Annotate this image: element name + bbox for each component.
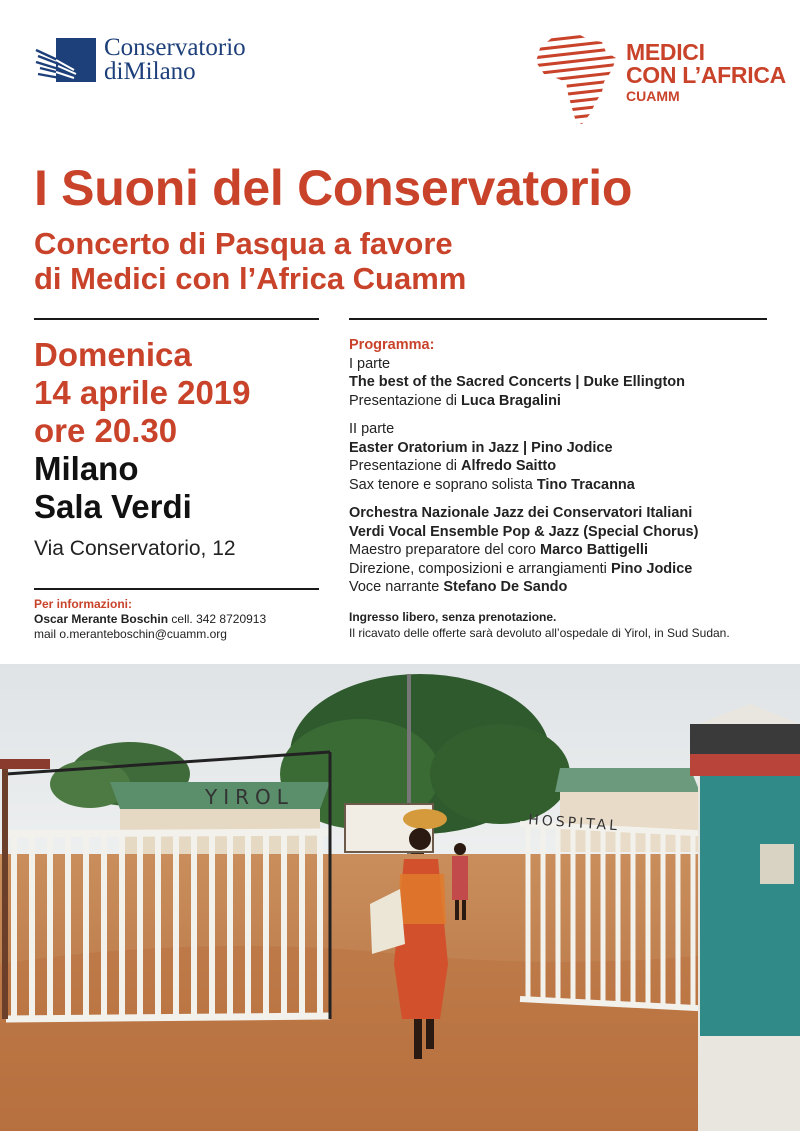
orchestra-name: Orchestra Nazionale Jazz dei Conservatori Italiani — [349, 505, 693, 521]
part2-pres-name: Alfredo Saitto — [461, 458, 557, 474]
event-day: Domenica — [34, 336, 192, 373]
africa-map-icon — [532, 30, 622, 128]
contact-phone: cell. 342 8720913 — [171, 612, 267, 626]
ingresso-note: Ingresso libero, senza prenotazione. — [349, 609, 557, 624]
photo-illustration — [0, 664, 800, 1131]
event-details — [34, 336, 334, 562]
ricavato-note: Il ricavato delle offerte sarà devoluto all’ospedale di Yirol, in Sud Sudan. — [349, 625, 730, 640]
divider-left-bottom — [34, 588, 319, 590]
part2-label: II parte — [349, 421, 395, 437]
subtitle-line-2: di Medici con l’Africa Cuamm — [34, 261, 467, 296]
direzione-name: Pino Jodice — [610, 560, 693, 577]
part1-work: The best of the Sacred Concerts | Duke Ellington — [349, 374, 685, 390]
contact-info — [34, 597, 324, 642]
voce-name: Stefano De Sando — [443, 579, 568, 595]
programme-heading: Programma: — [349, 337, 435, 353]
event-date: 14 aprile 2019 — [34, 374, 251, 411]
voce-label: Voce narrante — [349, 579, 444, 595]
conservatorio-mark-icon — [34, 36, 98, 84]
divider-left-top — [34, 318, 319, 320]
gate-sign-hospital: HOSPITAL — [527, 812, 621, 835]
page-title: I Suoni del Conservatorio — [34, 160, 633, 216]
programme — [349, 336, 769, 641]
page-subtitle — [34, 226, 774, 296]
contact-heading: Per informazioni: — [34, 597, 133, 611]
subtitle-line-1: Concerto di Pasqua a favore — [34, 226, 453, 261]
cuamm-name-line2: CON L’AFRICA — [626, 62, 786, 88]
part1-pres-label: Presentazione di — [349, 392, 462, 409]
part2-work: Easter Oratorium in Jazz | Pino Jodice — [349, 439, 613, 456]
event-time: ore 20.30 — [34, 412, 178, 449]
ensemble-name: Verdi Vocal Ensemble Pop & Jazz (Special Chorus) — [349, 523, 699, 540]
contact-name: Oscar Merante Boschin — [34, 612, 169, 626]
conservatorio-logo — [34, 36, 246, 84]
event-address: Via Conservatorio, 12 — [34, 537, 236, 560]
cuamm-name-line3: CUAMM — [626, 88, 680, 104]
event-city: Milano — [34, 450, 139, 487]
hospital-gate-photo — [0, 664, 800, 1131]
part2-pres-label: Presentazione di — [349, 458, 462, 474]
cuamm-name-line1: MEDICI — [626, 39, 705, 65]
conservatorio-name: Conservatorio — [104, 34, 246, 61]
direzione-label: Direzione, composizioni e arrangiamenti — [349, 560, 611, 577]
event-venue: Sala Verdi — [34, 488, 192, 525]
sax-label: Sax tenore e soprano solista — [349, 476, 537, 493]
sax-name: Tino Tracanna — [536, 476, 635, 493]
conservatorio-city: diMilano — [104, 58, 196, 85]
divider-right-top — [349, 318, 767, 320]
maestro-name: Marco Battigelli — [540, 542, 648, 558]
cuamm-logo — [532, 30, 786, 128]
part1-pres-name: Luca Bragalini — [461, 392, 561, 409]
contact-mail: mail o.meranteboschin@cuamm.org — [34, 627, 227, 641]
gate-sign-yirol: YIROL — [205, 785, 294, 809]
maestro-label: Maestro preparatore del coro — [349, 542, 541, 558]
part1-label: I parte — [349, 355, 391, 372]
